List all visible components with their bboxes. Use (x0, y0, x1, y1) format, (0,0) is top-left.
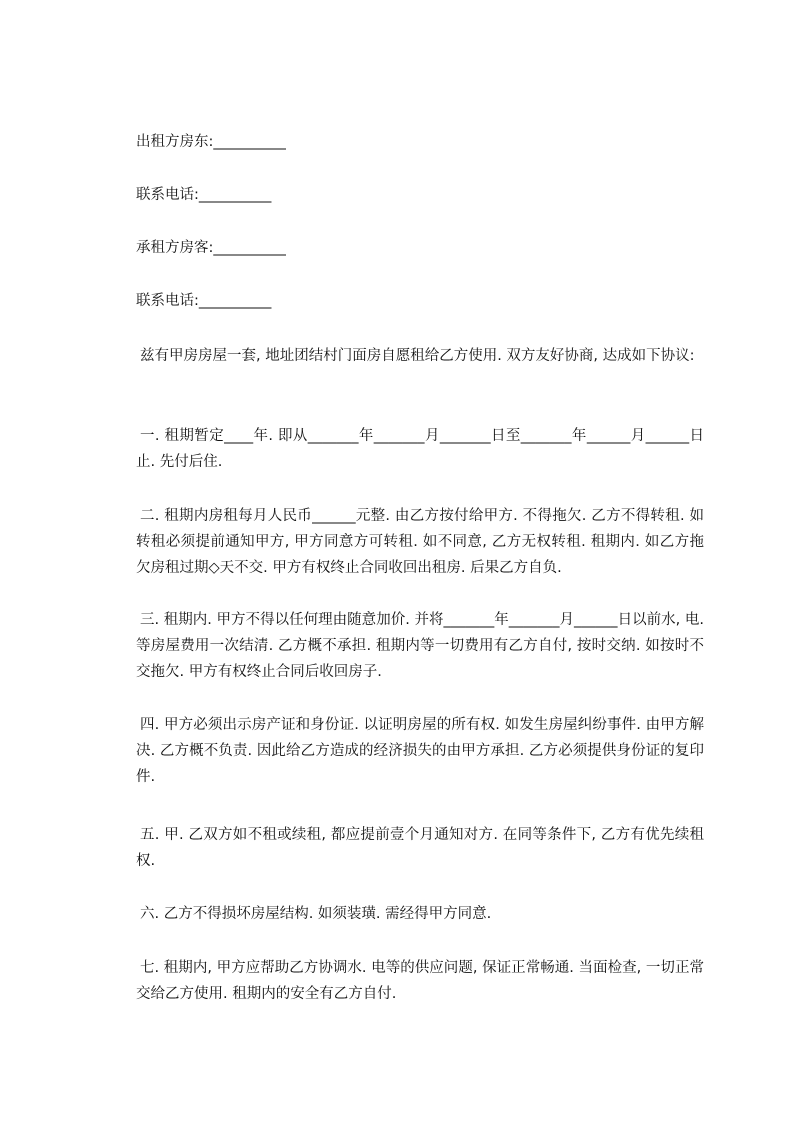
clause-4: 四. 甲方必须出示房产证和身份证. 以证明房屋的所有权. 如发生房屋纠纷事件. 由甲方解决. 乙方概不负责. 因此给乙方造成的经济损失的由甲方承担. 乙方必须提供身份证的复印件. (136, 717, 704, 785)
clause-3: 三. 租期内. 甲方不得以任何理由随意加价. 并将_______年_______月______日以前水, 电. 等房屋费用一次结清. 乙方概不承担. 租期内等一切费用有乙方自付, 按时交纳. 如按时不交拖欠. 甲方有权终止合同后收回房子. (136, 612, 704, 680)
clause-2: 二. 租期内房租每月人民币______元整. 由乙方按付给甲方. 不得拖欠. 乙方不得转租. 如转租必须提前通知甲方, 甲方同意方可转租. 如不同意, 乙方无权转租. 租期内. 如乙方拖欠房租过期◇天不交. 甲方有权终止合同收回出租房. 后果乙方自负. (136, 508, 704, 576)
clause-5: 五. 甲. 乙双方如不租或续租, 都应提前壹个月通知对方. 在同等条件下, 乙方有优先续租权. (136, 827, 704, 869)
intro-paragraph: 兹有甲房房屋一套, 地址团结村门面房自愿租给乙方使用. 双方友好协商, 达成如下协议: (140, 348, 695, 364)
landlord-phone-line: 联系电话:__________ (136, 187, 272, 203)
tenant-line: 承租方房客:__________ (136, 240, 286, 256)
clause-1: 一. 租期暂定____年. 即从_______年_______月_______日至_______年______月______日止. 先付后住. (136, 428, 704, 470)
clause-6: 六. 乙方不得损坏房屋结构. 如须装璜. 需经得甲方同意. (140, 906, 492, 922)
landlord-line: 出租方房东:__________ (136, 134, 286, 150)
clause-7: 七. 租期内, 甲方应帮助乙方协调水. 电等的供应问题, 保证正常畅通. 当面检查, 一切正常交给乙方使用. 租期内的安全有乙方自付. (136, 960, 704, 1002)
tenant-phone-line: 联系电话:__________ (136, 293, 272, 309)
